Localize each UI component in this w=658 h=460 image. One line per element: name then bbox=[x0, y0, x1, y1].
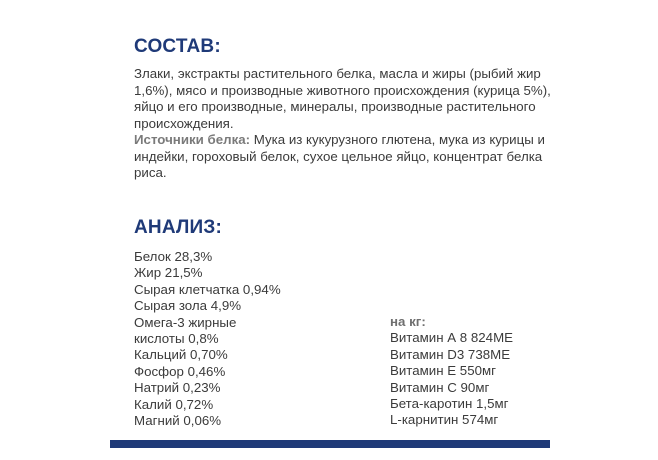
protein-sources-label: Источники белка: bbox=[134, 132, 251, 147]
analysis-item: Кальций 0,70% bbox=[134, 347, 228, 363]
ingredients-text: Злаки, экстракты растительного белка, масла и жиры (рыбий жир 1,6%), мясо и производные животного происхождения (курица 5%), яйцо и его производные, минералы, производные растительного происхождения. bbox=[134, 66, 551, 131]
footer-bar bbox=[110, 440, 550, 448]
analysis-item: Жир 21,5% bbox=[134, 265, 203, 281]
vitamin-item: Бета-каротин 1,5мг bbox=[390, 396, 509, 412]
ingredients-paragraph bbox=[134, 66, 554, 132]
analysis-item: Сырая клетчатка 0,94% bbox=[134, 281, 281, 297]
analysis-item: Калий 0,72% bbox=[134, 396, 214, 412]
vitamin-item: Витамин А 8 824МЕ bbox=[390, 330, 514, 346]
vitamin-item: Витамин Е 550мг bbox=[390, 363, 496, 379]
vitamin-item: L-карнитин 574мг bbox=[390, 412, 499, 428]
vitamins-list bbox=[390, 314, 513, 429]
protein-sources-paragraph bbox=[134, 132, 554, 182]
analysis-list bbox=[134, 249, 281, 429]
analysis-item: Фосфор 0,46% bbox=[134, 363, 226, 379]
analysis-item: Натрий 0,23% bbox=[134, 380, 221, 396]
vitamin-item: Витамин D3 738МЕ bbox=[390, 346, 511, 362]
composition-heading: СОСТАВ: bbox=[134, 36, 221, 57]
analysis-item: Магний 0,06% bbox=[134, 413, 222, 429]
protein-sources-text: Мука из кукурузного глютена, мука из курицы и индейки, гороховый белок, сухое цельное яйцо, концентрат белка риса. bbox=[134, 132, 545, 180]
vitamin-item: Витамин С 90мг bbox=[390, 379, 490, 395]
analysis-item: Белок 28,3% bbox=[134, 249, 213, 264]
analysis-heading: АНАЛИЗ: bbox=[134, 217, 223, 238]
analysis-item: кислоты 0,8% bbox=[134, 331, 219, 347]
composition-text bbox=[134, 66, 554, 182]
analysis-item: Сырая зола 4,9% bbox=[134, 298, 242, 314]
analysis-item: Омега-3 жирные bbox=[134, 314, 237, 330]
vitamins-title: на кг: bbox=[390, 314, 426, 329]
